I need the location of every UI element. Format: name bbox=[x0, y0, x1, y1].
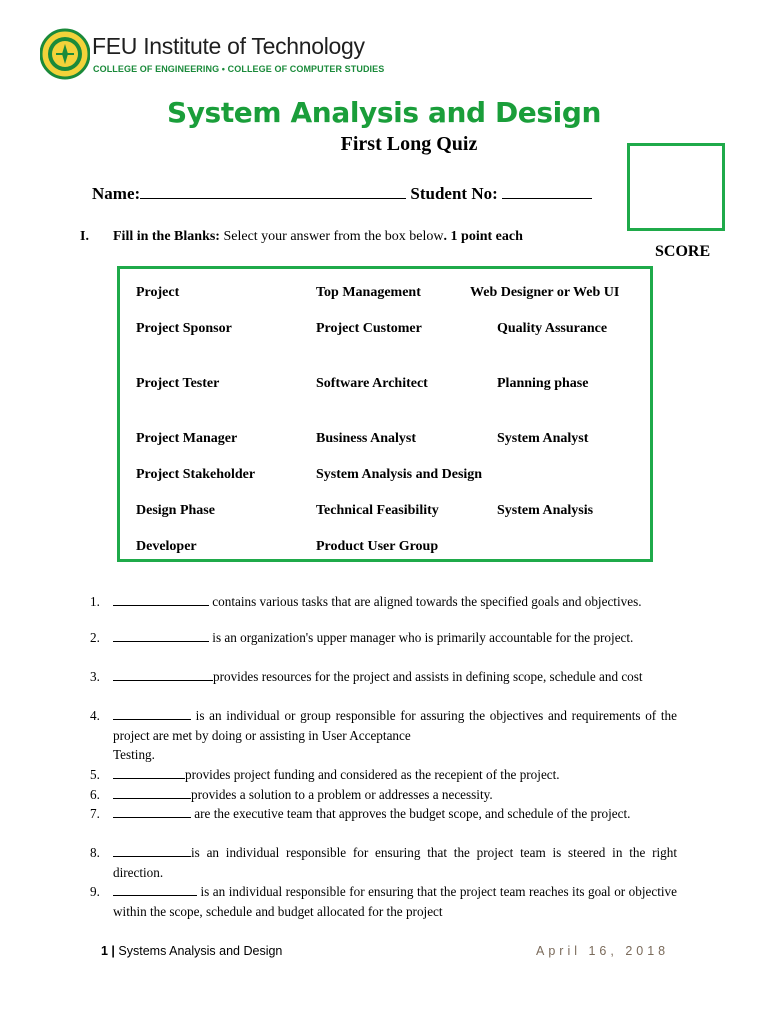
section-instruction bbox=[113, 229, 523, 245]
word-bank-term: Planning phase bbox=[497, 376, 589, 391]
student-info-line bbox=[92, 184, 592, 204]
answer-blank[interactable] bbox=[113, 667, 213, 681]
institution-name: FEU Institute of Technology bbox=[92, 33, 365, 59]
question-text: are the executive team that approves the budget scope, and schedule of the project. bbox=[191, 806, 631, 821]
question-text: Testing. bbox=[113, 747, 155, 762]
question-text: is an organization's upper manager who is primarily accountable for the project. bbox=[209, 630, 634, 645]
question-item bbox=[90, 628, 677, 648]
question-item bbox=[90, 882, 677, 921]
word-bank-term: System Analysis and Design bbox=[316, 467, 483, 482]
question-item bbox=[90, 843, 677, 882]
word-bank-term: Product User Group bbox=[316, 539, 439, 554]
question-text: contains various tasks that are aligned towards the specified goals and objectives. bbox=[209, 594, 642, 609]
question-text: is an individual responsible for ensuring that the project team is steered in the right direction. bbox=[113, 845, 677, 880]
student-no-blank[interactable] bbox=[502, 184, 592, 199]
answer-blank[interactable] bbox=[113, 785, 191, 799]
word-bank-term: Project Tester bbox=[136, 376, 220, 391]
word-bank-term: Project Manager bbox=[136, 431, 238, 446]
question-number: 1. bbox=[90, 594, 100, 609]
quiz-title: First Long Quiz bbox=[340, 133, 478, 155]
answer-blank[interactable] bbox=[113, 843, 191, 857]
footer-date: April 16, 2018 bbox=[536, 944, 670, 958]
question-item bbox=[90, 804, 677, 824]
question-item bbox=[90, 667, 677, 687]
question-number: 3. bbox=[90, 669, 100, 684]
word-bank-term: Top Management bbox=[316, 285, 421, 300]
word-bank-term: System Analysis bbox=[497, 503, 594, 518]
question-item-continued bbox=[90, 745, 677, 765]
question-text: provides project funding and considered as the recepient of the project. bbox=[185, 767, 560, 782]
name-blank[interactable] bbox=[140, 184, 406, 199]
word-bank-term: System Analyst bbox=[497, 431, 589, 446]
score-label: SCORE bbox=[655, 243, 711, 260]
footer-page-info bbox=[101, 944, 282, 958]
word-bank-term: Business Analyst bbox=[316, 431, 416, 446]
word-bank-term: Design Phase bbox=[136, 503, 215, 518]
section-instruction-text: Select your answer from the box below bbox=[219, 229, 444, 244]
answer-blank[interactable] bbox=[113, 804, 191, 818]
word-bank-term: Software Architect bbox=[316, 376, 428, 391]
word-bank-term: Developer bbox=[136, 539, 197, 554]
question-item bbox=[90, 785, 677, 805]
word-bank-box bbox=[117, 266, 653, 562]
question-text: is an individual or group responsible for assuring the objectives and requirements of the project are met by doing or assisting in User Acceptance bbox=[113, 708, 677, 743]
question-number: 7. bbox=[90, 806, 100, 821]
section-heading: Fill in the Blanks: bbox=[113, 229, 220, 244]
question-item bbox=[90, 706, 677, 745]
student-no-label: Student No: bbox=[410, 184, 498, 203]
question-number: 8. bbox=[90, 845, 100, 860]
word-bank-term: Project Stakeholder bbox=[136, 467, 256, 482]
section-points: . 1 point each bbox=[443, 229, 523, 244]
answer-blank[interactable] bbox=[113, 592, 209, 606]
footer-doc-title: Systems Analysis and Design bbox=[118, 944, 283, 958]
word-bank-term: Project bbox=[136, 285, 180, 300]
answer-blank[interactable] bbox=[113, 706, 191, 720]
answer-blank[interactable] bbox=[113, 765, 185, 779]
question-text: is an individual responsible for ensuring that the project team reaches its goal or objective within the scope, schedule and budget allocated for the project bbox=[113, 884, 677, 919]
score-box[interactable] bbox=[627, 143, 725, 231]
course-title: System Analysis and Design bbox=[166, 96, 602, 129]
question-number: 2. bbox=[90, 630, 100, 645]
question-number: 4. bbox=[90, 708, 100, 723]
word-bank-term: Project Sponsor bbox=[136, 321, 232, 336]
question-item bbox=[90, 592, 677, 612]
question-text: provides resources for the project and assists in defining scope, schedule and cost bbox=[213, 669, 643, 684]
footer-separator: | bbox=[107, 944, 119, 958]
page-number: 1 bbox=[101, 944, 108, 958]
answer-blank[interactable] bbox=[113, 628, 209, 642]
question-number: 5. bbox=[90, 767, 100, 782]
question-number: 9. bbox=[90, 884, 100, 899]
word-bank-term: Project Customer bbox=[316, 321, 422, 336]
question-number: 6. bbox=[90, 787, 100, 802]
institution-seal-icon bbox=[40, 26, 90, 82]
name-label: Name: bbox=[92, 184, 141, 203]
question-item bbox=[90, 765, 677, 785]
section-number: I. bbox=[80, 229, 89, 244]
question-text: provides a solution to a problem or addresses a necessity. bbox=[191, 787, 493, 802]
word-bank-term: Quality Assurance bbox=[497, 321, 608, 336]
word-bank-term: Web Designer or Web UI bbox=[470, 285, 620, 300]
answer-blank[interactable] bbox=[113, 882, 197, 896]
word-bank-term: Technical Feasibility bbox=[316, 503, 439, 518]
college-names: COLLEGE OF ENGINEERING • COLLEGE OF COMPUTER STUDIES bbox=[93, 64, 385, 74]
